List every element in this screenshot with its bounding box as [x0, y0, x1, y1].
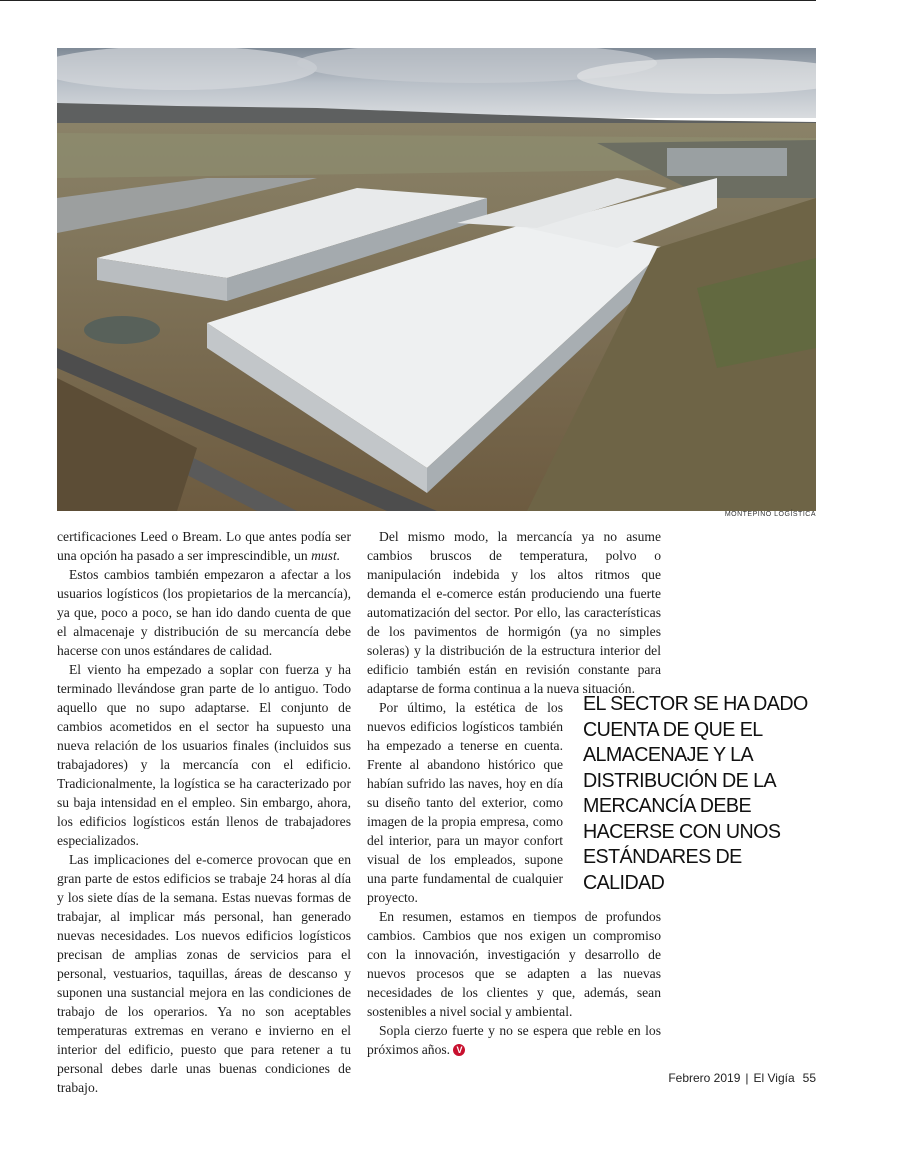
- page-number: 55: [802, 1071, 816, 1085]
- footer-separator: |: [745, 1071, 749, 1085]
- magazine-name: El Vigía: [753, 1071, 795, 1085]
- photo-illustration: [57, 48, 816, 511]
- page-footer: [668, 1071, 816, 1085]
- photo-credit: MONTEPINO LOGÍSTICA: [724, 511, 816, 518]
- paragraph: Del mismo modo, la mercancía ya no asume cambios bruscos de temperatura, polvo o manipulación indebida y los altos ritmos que demanda el e-comerce están produciendo una fuerte automatización del sector. Por ello, las características de los pavimentos de hormigón (ya no simples soleras) y la distribución de la estructura interior del edificio también están en revisión constante para adaptarse de forma continua a la nueva situación.: [367, 529, 661, 696]
- top-rule: [0, 0, 816, 1]
- paragraph: Las implicaciones del e-comerce provocan que en gran parte de estos edificios se trabaje 24 horas al día y los siete días de la semana. Estas nuevas formas de trabajar, al implicar más personal, han generado nuevas necesidades. Los nuevos edificios logísticos precisan de amplias zonas de servicios para el personal, vestuarios, taquillas, áreas de descanso y suponen una sustancial mejora en las condiciones de trabajo de los operarios. Ya no son aceptables temperaturas extremas en verano e invierno en el interior del edificio, puesto que para retener a tu personal debes darle unas buenas condiciones de trabajo.: [57, 852, 351, 1095]
- paragraph-text: Sopla cierzo fuerte y no se espera que reble en los próximos años.: [367, 1023, 661, 1057]
- pull-quote: EL SECTOR SE HA DADO CUENTA DE QUE EL ALMACENAJE Y LA DISTRIBUCIÓN DE LA MERCANCÍA DEBE HACERSE CON UNOS ESTÁNDARES DE CALIDAD: [583, 692, 808, 894]
- aerial-warehouse-photo: [57, 48, 816, 511]
- paragraph: El viento ha empezado a soplar con fuerza y ha terminado llevándose gran parte de lo antiguo. Todo aquello que no supo adaptarse. El conjunto de cambios acometidos en el sector ha supuesto una nueva relación de los usuarios finales (incluidos sus trabajadores) y la mercancía con el edificio. Tradicionalmente, la logística se ha caracterizado por su baja intensidad en el empleo. Sin embargo, ahora, los edificios logísticos están llenos de trabajadores especializados.: [57, 662, 351, 848]
- paragraph: Estos cambios también empezaron a afectar a los usuarios logísticos (los propietarios de la mercancía), ya que, poco a poco, se han ido dando cuenta de que el almacenaje y distribución de su mercancía debe hacerse con unos estándares de calidad.: [57, 567, 351, 658]
- emphasis-word: must.: [311, 548, 341, 563]
- paragraph: En resumen, estamos en tiempos de profundos cambios. Cambios que nos exigen un compromiso con la innovación, investigación y desarrollo de nuevos procesos que se adapten a las nuevas necesidades de los clientes y que, además, sean sostenibles a nivel social y ambiental.: [367, 909, 661, 1019]
- paragraph-text: certificaciones Leed o Bream. Lo que antes podía ser una opción ha pasado a ser imprescindible, un: [57, 529, 351, 563]
- issue-date: Febrero 2019: [668, 1071, 741, 1085]
- paragraph: [367, 1021, 661, 1059]
- paragraph: [57, 527, 351, 565]
- end-of-article-icon: V: [453, 1044, 465, 1056]
- article-column-1: [57, 527, 351, 1097]
- paragraph: Por último, la estética de los nuevos edificios logísticos también ha empezado a tenerse en cuenta. Frente al abandono histórico que habían sufrido las naves, hoy en día su diseño tanto del exterior, como imagen de la propia empresa, como del interior, para un mayor confort visual de los empleados, supone una parte fundamental de cualquier proyecto.: [367, 700, 563, 905]
